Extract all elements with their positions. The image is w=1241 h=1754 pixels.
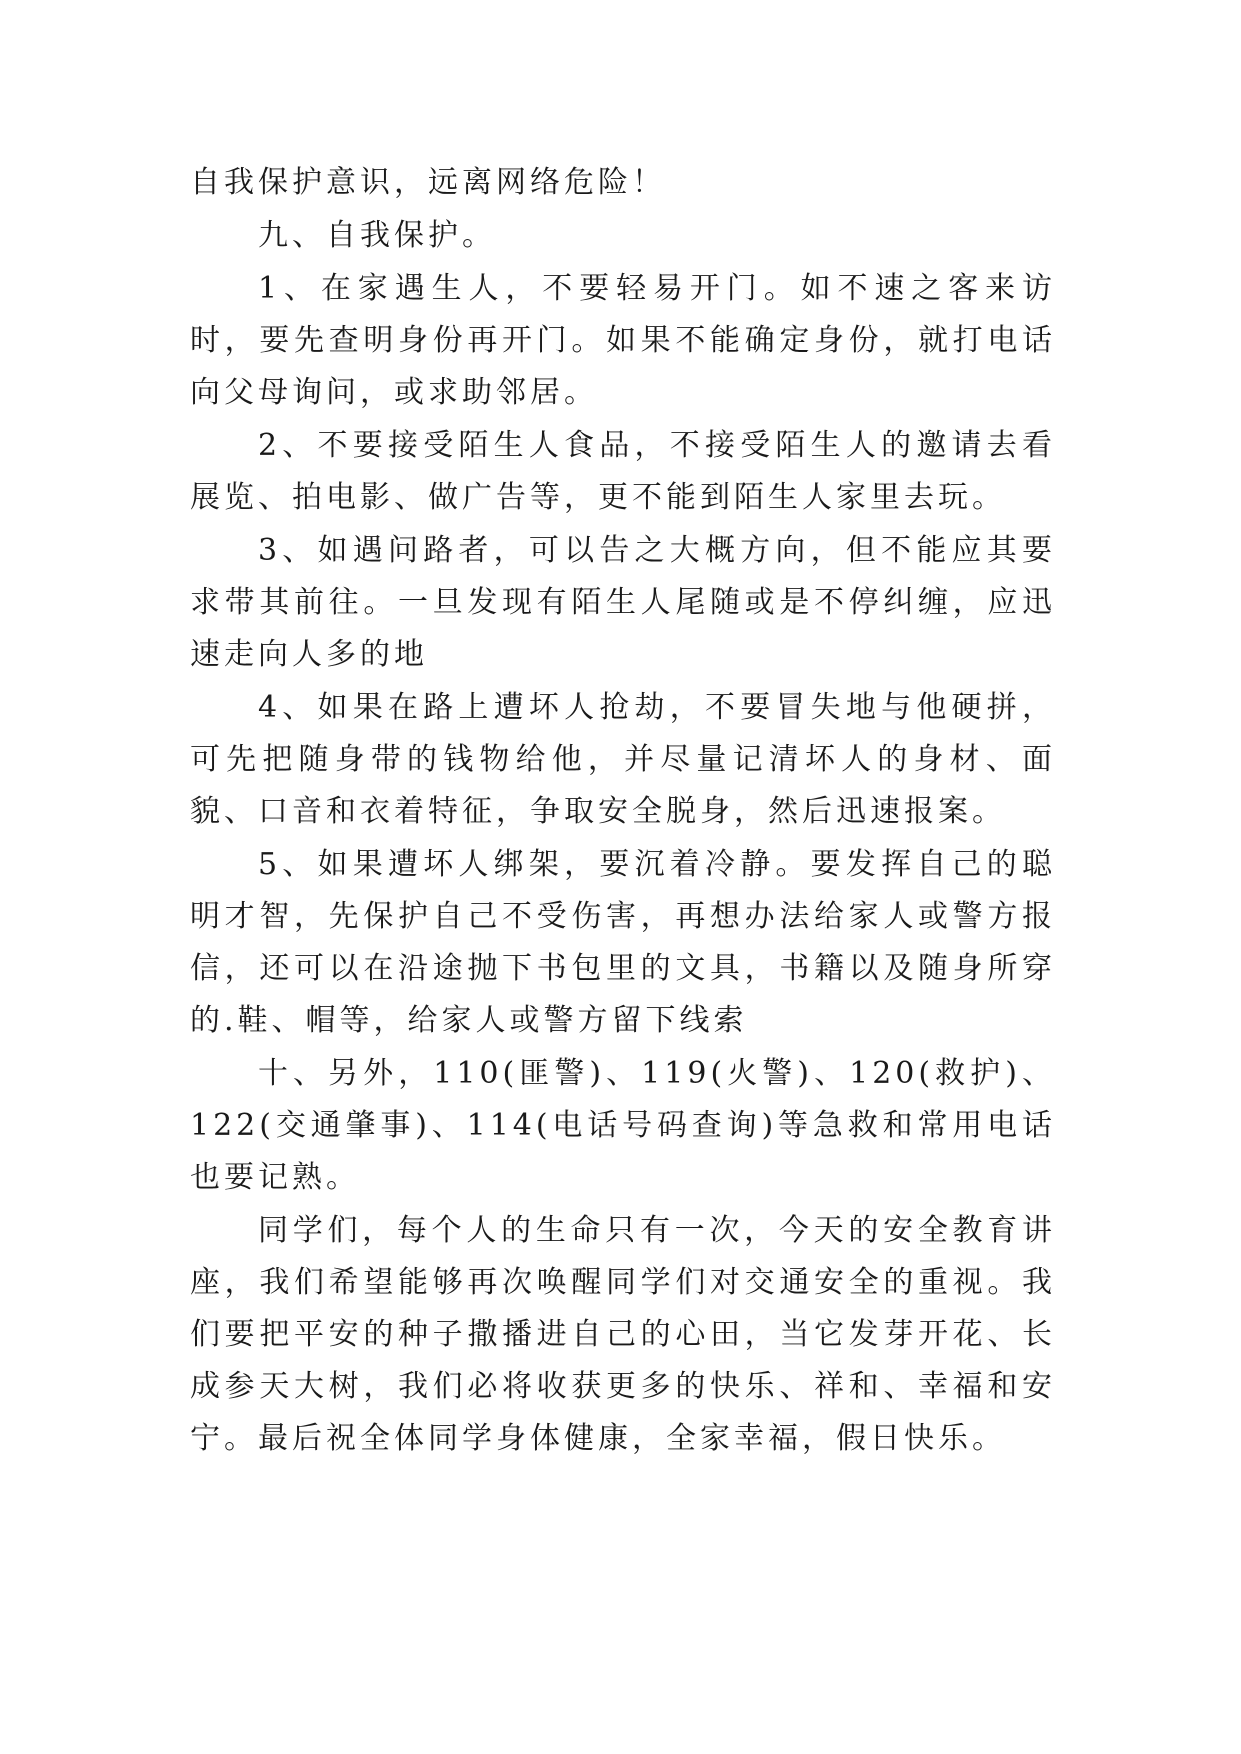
- paragraph-item-4: 4、如果在路上遭坏人抢劫，不要冒失地与他硬拼，可先把随身带的钱物给他，并尽量记清坏人的身材、面貌、口音和衣着特征，争取安全脱身，然后迅速报案。: [190, 690, 1056, 829]
- paragraph-intro-tail: 自我保护意识，远离网络危险！: [190, 165, 666, 200]
- paragraph-item-5: 5、如果遭坏人绑架，要沉着冷静。要发挥自己的聪明才智，先保护自己不受伤害，再想办法给家人或警方报信，还可以在沿途抛下书包里的文具，书籍以及随身所穿的.鞋、帽等，给家人或警方留下线索: [190, 847, 1056, 1038]
- section-heading-9: 九、自我保护。: [258, 218, 496, 253]
- paragraph-closing: 同学们，每个人的生命只有一次，今天的安全教育讲座，我们希望能够再次唤醒同学们对交通安全的重视。我们要把平安的种子撒播进自己的心田，当它发芽开花、长成参天大树，我们必将收获更多的快乐、祥和、幸福和安宁。最后祝全体同学身体健康，全家幸福，假日快乐。: [190, 1213, 1056, 1456]
- paragraph-item-2: 2、不要接受陌生人食品，不接受陌生人的邀请去看展览、拍电影、做广告等，更不能到陌生人家里去玩。: [190, 428, 1056, 515]
- section-10-emergency-numbers: 十、另外，110(匪警)、119(火警)、120(救护)、122(交通肇事)、114(电话号码查询)等急救和常用电话也要记熟。: [190, 1056, 1056, 1195]
- paragraph-item-3: 3、如遇问路者，可以告之大概方向，但不能应其要求带其前往。一旦发现有陌生人尾随或是不停纠缠，应迅速走向人多的地: [190, 533, 1056, 672]
- paragraph-item-1: 1、在家遇生人，不要轻易开门。如不速之客来访时，要先查明身份再开门。如果不能确定身份，就打电话向父母询问，或求助邻居。: [190, 271, 1056, 410]
- document-body: [190, 157, 1056, 1466]
